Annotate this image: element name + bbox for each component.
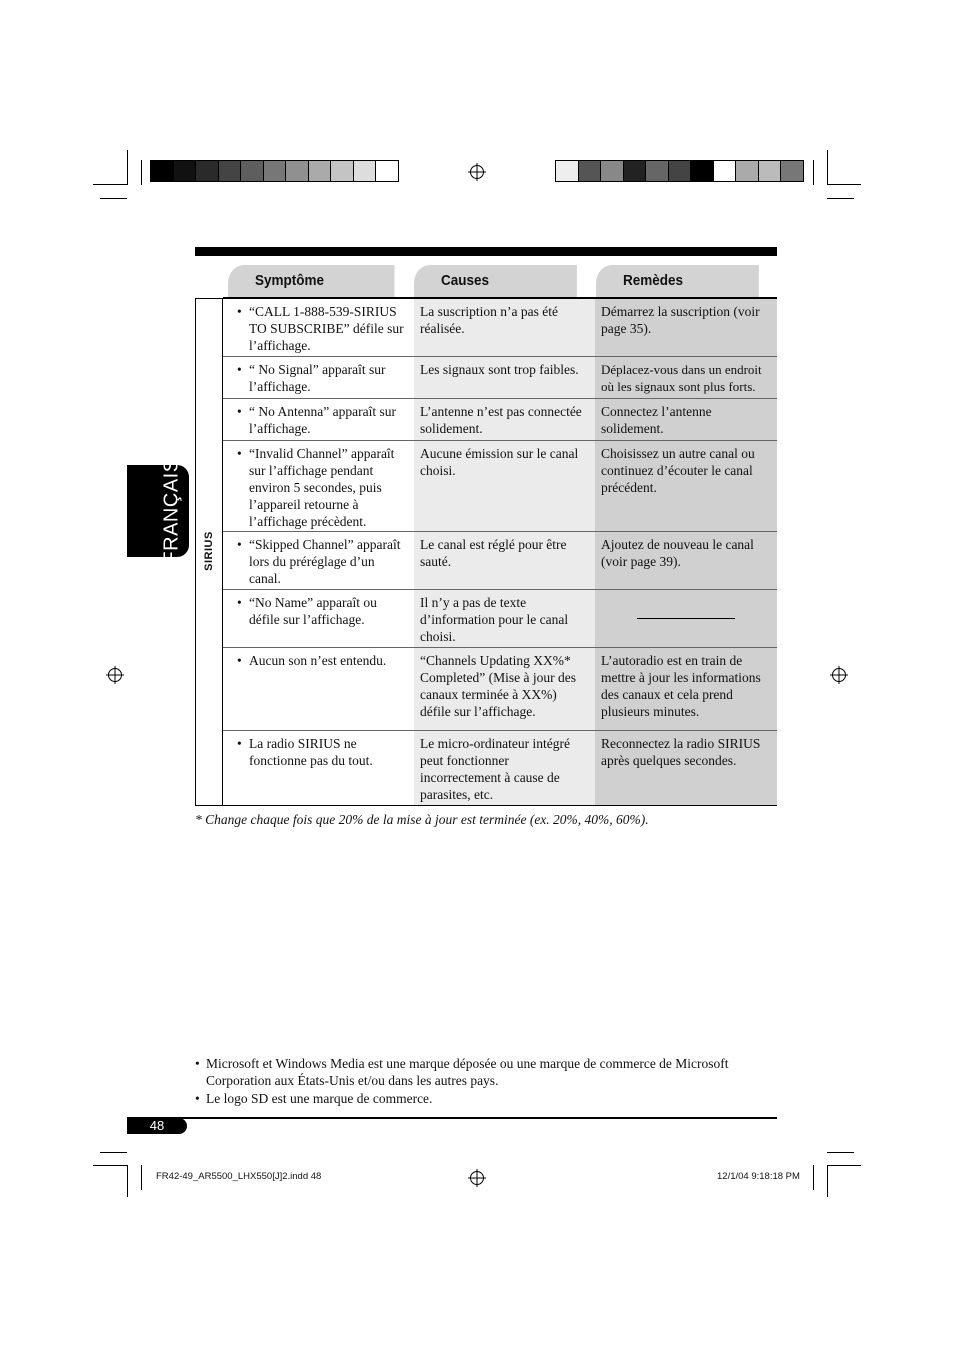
table-row [223, 357, 777, 399]
cause-cell: “Channels Updating XX%* Completed” (Mise à jour des canaux terminée à XX%) défile sur l’affichage. [414, 648, 595, 730]
remedy-cell: Démarrez la suscription (voir page 35). [595, 299, 777, 356]
symptom-cell: • “Skipped Channel” apparaît lors du préréglage d’un canal. [223, 532, 414, 589]
color-bar-left [150, 160, 399, 182]
symptom-cell: • “ No Signal” apparaît sur l’affichage. [223, 357, 414, 398]
crop-mark [127, 150, 128, 185]
table-row [223, 441, 777, 532]
troubleshooting-table [223, 299, 777, 806]
registration-mark-icon [470, 1171, 484, 1185]
remedy-cell: L’autoradio est en train de mettre à jour les informations des canaux et cela prend plusieurs minutes. [595, 648, 777, 730]
remedy-cell: Ajoutez de nouveau le canal (voir page 39). [595, 532, 777, 589]
table-row [223, 399, 777, 441]
cause-cell: La suscription n’a pas été réalisée. [414, 299, 595, 356]
symptom-cell: • “No Name” apparaît ou défile sur l’affichage. [223, 590, 414, 647]
cause-cell: Les signaux sont trop faibles. [414, 357, 595, 398]
cause-cell: L’antenne n’est pas connectée solidement. [414, 399, 595, 440]
imprint-file: FR42-49_AR5500_LHX550[J]2.indd 48 [156, 1171, 322, 1182]
section-label: SIRIUS [203, 531, 215, 571]
table-row [223, 590, 777, 648]
cause-cell: Le micro-ordinateur intégré peut fonctionner incorrectement à cause de parasites, etc. [414, 731, 595, 805]
footer-rule [127, 1117, 777, 1119]
crop-mark [827, 1165, 828, 1197]
crop-mark [93, 1165, 127, 1166]
table-row [223, 731, 777, 806]
crop-mark [100, 1152, 127, 1153]
remedy-cell: Choisissez un autre canal ou continuez d’écouter le canal précédent. [595, 441, 777, 531]
language-tab-label: FRANÇAIS [160, 458, 183, 564]
remedy-cell: Déplacez-vous dans un endroit où les signaux sont plus forts. [595, 357, 777, 398]
color-bar-right [555, 160, 804, 182]
crop-mark [93, 184, 127, 185]
symptom-cell: • “ No Antenna” apparaît sur l’affichage. [223, 399, 414, 440]
note-item: • Microsoft et Windows Media est une marque déposée ou une marque de commerce de Microsoft Corporation aux États-Unis et/ou dans les autres pays. [195, 1055, 775, 1089]
crop-mark [141, 1165, 142, 1190]
crop-mark [827, 1152, 854, 1153]
symptom-cell: • Aucun son n’est entendu. [223, 648, 414, 730]
crop-mark [100, 198, 127, 199]
table-row [223, 299, 777, 357]
crop-mark [141, 160, 142, 185]
crop-mark [827, 150, 828, 185]
registration-mark-icon [108, 668, 122, 682]
header-causes: Causes [414, 265, 577, 297]
crop-mark [827, 184, 861, 185]
symptom-cell: • La radio SIRIUS ne fonctionne pas du tout. [223, 731, 414, 805]
table-row [223, 532, 777, 590]
cause-cell: Il n’y a pas de texte d’information pour le canal choisi. [414, 590, 595, 647]
remedy-cell: Reconnectez la radio SIRIUS après quelques secondes. [595, 731, 777, 805]
registration-mark-icon [470, 165, 484, 179]
cause-cell: Le canal est réglé pour être sauté. [414, 532, 595, 589]
no-remedy-dash [637, 618, 735, 619]
symptom-cell: • “Invalid Channel” apparaît sur l’affichage pendant environ 5 secondes, puis l’appareil retourne à l’affichage précèdent. [223, 441, 414, 531]
table-row [223, 648, 777, 731]
remedy-cell-empty [595, 590, 777, 647]
remedy-cell: Connectez l’antenne solidement. [595, 399, 777, 440]
note-item: • Le logo SD est une marque de commerce. [195, 1090, 775, 1107]
cause-cell: Aucune émission sur le canal choisi. [414, 441, 595, 531]
page-number: 48 [127, 1118, 187, 1134]
footnote: * Change chaque fois que 20% de la mise à jour est terminée (ex. 20%, 40%, 60%). [195, 812, 649, 827]
crop-mark [813, 160, 814, 185]
crop-mark [127, 1165, 128, 1197]
header-symptom: Symptôme [228, 265, 395, 297]
crop-mark [827, 198, 854, 199]
registration-mark-icon [832, 668, 846, 682]
crop-mark [827, 1165, 861, 1166]
symptom-cell: • “CALL 1-888-539-SIRIUS TO SUBSCRIBE” défile sur l’affichage. [223, 299, 414, 356]
section-top-rule [195, 247, 777, 256]
imprint-date: 12/1/04 9:18:18 PM [717, 1171, 800, 1182]
header-remedies: Remèdes [596, 265, 759, 297]
crop-mark [813, 1165, 814, 1190]
